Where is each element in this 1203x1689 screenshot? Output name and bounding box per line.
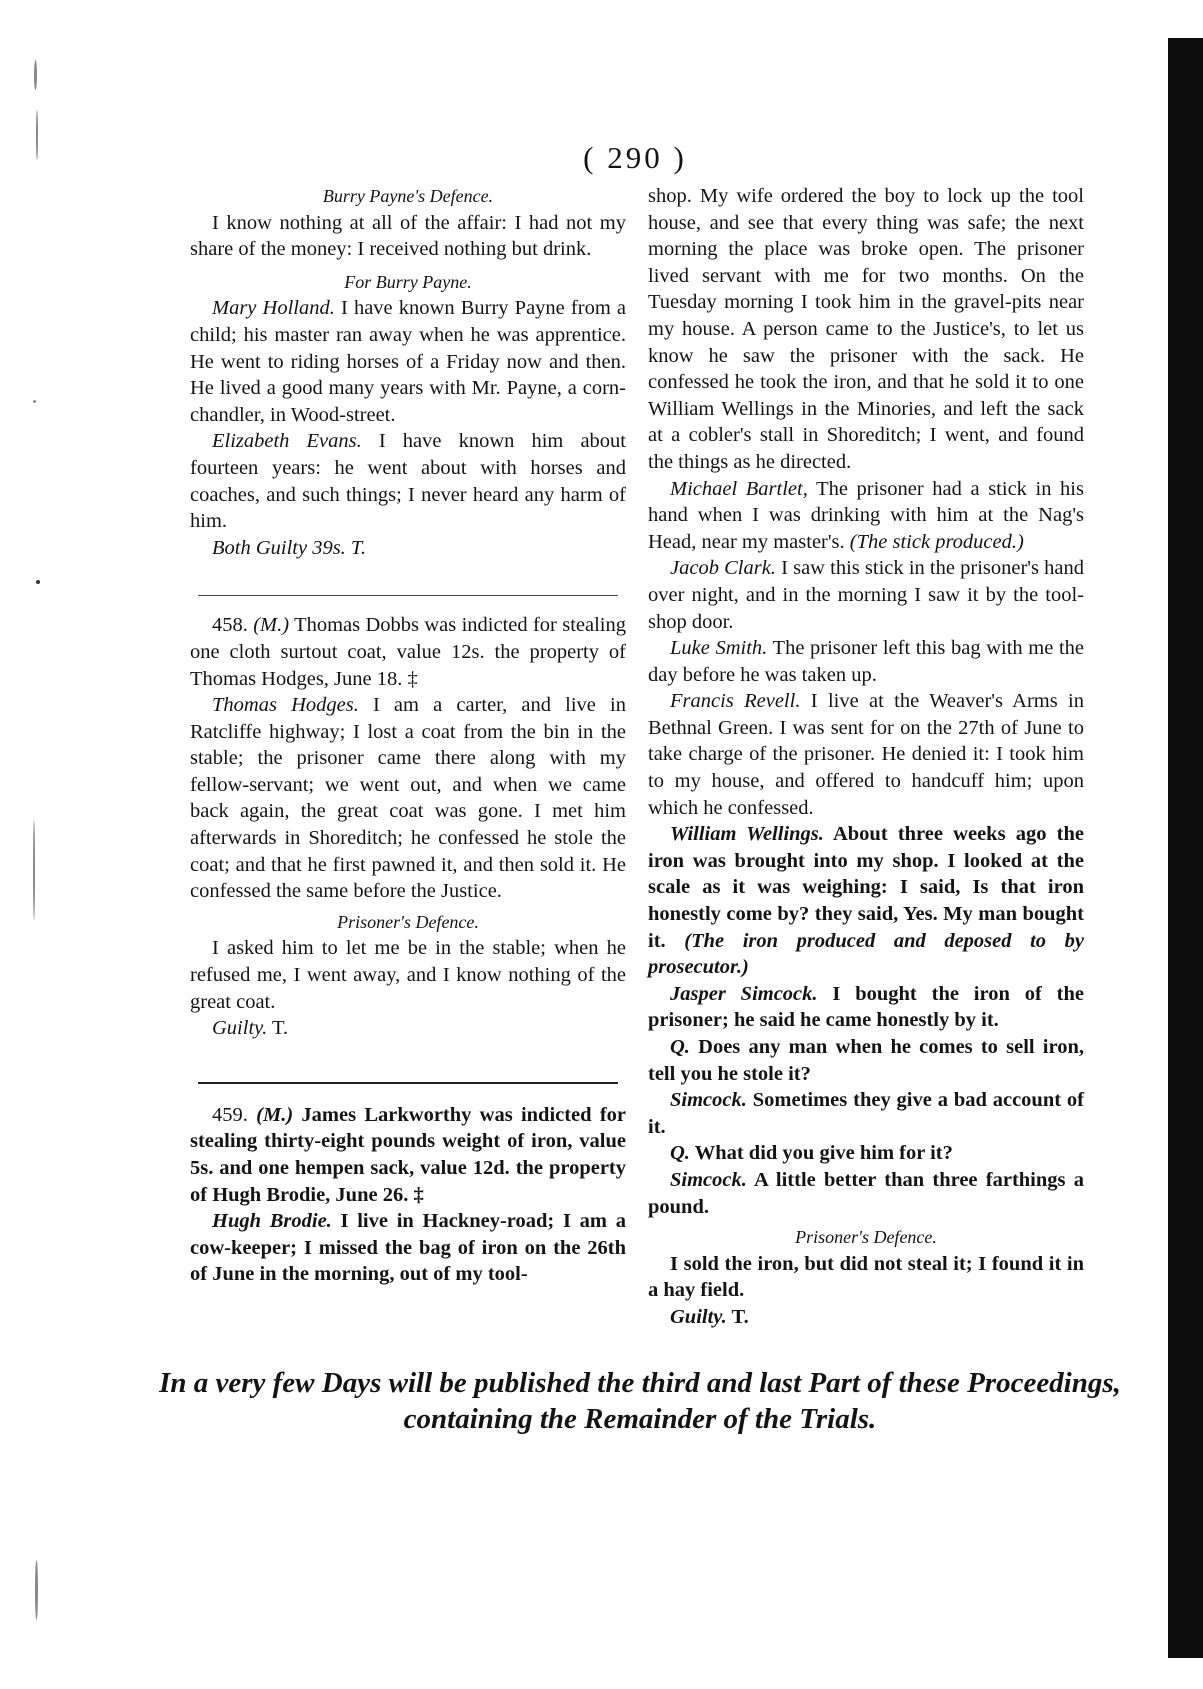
testimony-paragraph [190, 692, 626, 905]
defence-heading: Prisoner's Defence. [337, 911, 479, 932]
defence-text: I asked him to let me be in the stable; when he refused me, I went away, and I know nothing of the great coat. [190, 937, 626, 1013]
section-divider [198, 595, 618, 596]
court-mark: (M.) [253, 614, 290, 637]
answer: Simcock. Sometimes they give a bad account of it. [648, 1089, 1084, 1138]
speaker-name: Simcock. [670, 1089, 747, 1112]
case-entry-458 [190, 612, 626, 692]
notice-line: containing the Remainder of the Trials. [403, 1403, 877, 1435]
testimony-paragraph [648, 476, 1084, 556]
speaker-name: Hugh Brodie. [212, 1210, 332, 1233]
verdict: Guilty. T. [670, 1305, 749, 1328]
speaker-name: Thomas Hodges. [212, 694, 359, 717]
testimony-text: I saw this stick in the prisoner's hand over night, and in the morning I saw it by the tool-shop door. [648, 557, 1084, 633]
testimony-text: I have known him about fourteen years: he went about with horses and coaches, and such things; I never heard any harm of him. [190, 430, 626, 533]
right-column [648, 183, 1084, 1331]
defence-heading: Prisoner's Defence. [795, 1227, 937, 1248]
testimony-text: I live at the Weaver's Arms in Bethnal Green. I was sent for on the 27th of June to take charge of the prisoner. He denied it: I took him to my house, and offered to handcuff him; upon which he confessed. [648, 690, 1085, 819]
verdict: Guilty. T. [212, 1017, 289, 1040]
testimony-text: I am a carter, and live in Ratcliffe highway; I lost a coat from the bin in the stable; the prisoner came there along with my fellow-servant; we went out, and when we came back again, the great coat was gone. I met him afterwards in Shoreditch; he confessed he stole the coat; and that he first pawned it, and then sold it. He confessed the same before the Justice. [190, 694, 626, 903]
question: Q. Does any man when he comes to sell iron, tell you he stole it? [648, 1036, 1085, 1085]
page-number: ( 290 ) [583, 140, 687, 175]
defence-text: I sold the iron, but did not steal it; I found it in a hay field. [648, 1252, 1084, 1302]
stage-direction: (The iron produced and deposed to by prosecutor.) [648, 929, 1085, 979]
publication-notice [150, 1365, 1130, 1437]
speaker-name: Jacob Clark. [670, 557, 776, 580]
section-divider [198, 1082, 618, 1084]
testimony-text: I bought the iron of the prisoner; he said he came honestly by it. [648, 982, 1084, 1032]
speaker-name: Simcock. [670, 1168, 747, 1191]
court-mark: (M.) [256, 1103, 294, 1126]
testimony-text: The prisoner had a stick in his hand when I was drinking with him at the Nag's Head, near my master's. [648, 477, 1084, 553]
testimony-paragraph [648, 555, 1084, 635]
case-entry-459 [190, 1102, 626, 1208]
testimony-paragraph [648, 635, 1084, 688]
speaker-name: Luke Smith. [670, 637, 768, 660]
scan-edge-left [30, 20, 50, 1670]
testimony-paragraph [648, 688, 1084, 821]
testimony-paragraph [648, 981, 1084, 1034]
speaker-name: Michael Bartlet, [670, 477, 808, 500]
testimony-continuation: shop. My wife ordered the boy to lock up the tool house, and see that every thing was safe; the next morning the place was broke open. The prisoner lived servant with me for two months. On the Tuesday morning I took him in the gravel-pits near my house. A person came to the Justice's, to let us know he saw the prisoner with the sack. He confessed he took the iron, and that he sold it to one William Wellings in the Minories, and left the sack at a cobler's stall in Shoreditch; I went, and found the things as he directed. [648, 185, 1084, 473]
testimony-text: About three weeks ago the iron was brought into my shop. I looked at the scale as it was weighing: I said, Is that iron honestly come by? they said, Yes. My man bought it. [648, 823, 1084, 952]
stage-direction: (The stick produced.) [849, 530, 1024, 553]
testimony-text: I have known Burry Payne from a child; his master ran away when he was apprentice. He went to riding horses of a Friday now and then. He lived a good many years with Mr. Payne, a corn-chandler, in Wood-street. [190, 297, 626, 426]
speaker-name: Jasper Simcock. [670, 982, 818, 1005]
testimony-paragraph [190, 295, 626, 428]
testimony-paragraph [190, 1208, 626, 1288]
verdict: Both Guilty 39s. T. [212, 536, 366, 559]
testimony-paragraph [190, 428, 626, 534]
testimony-paragraph [648, 821, 1084, 981]
testimony-text: The prisoner left this bag with me the day before he was taken up. [648, 637, 1084, 686]
left-column [190, 183, 626, 1288]
question-mark: Q. [670, 1036, 690, 1058]
case-indictment: Thomas Dobbs was indicted for stealing one cloth surtout coat, value 12s. the property of Thomas Hodges, June 18. ‡ [190, 614, 626, 690]
question-mark: Q. [670, 1142, 690, 1165]
defence-heading: Burry Payne's Defence. [322, 186, 494, 206]
speaker-name: William Wellings. [670, 823, 824, 846]
speaker-name: Elizabeth Evans. [212, 430, 362, 453]
answer: Simcock. A little better than three farthings a pound. [648, 1168, 1084, 1218]
speaker-name: Francis Revell. [670, 690, 801, 713]
defence-text: I know nothing at all of the affair: I had not my share of the money: I received nothing but drink. [190, 211, 626, 261]
notice-line: In a very few Days will be published the third and last Part of these Proceedings, [159, 1367, 1121, 1399]
scan-edge-right [1168, 38, 1203, 1658]
speaker-name: Mary Holland. [212, 297, 335, 320]
case-number: 458. [212, 614, 248, 637]
witness-heading: For Burry Payne. [344, 271, 472, 292]
case-number: 459. [212, 1103, 248, 1126]
testimony-text: I live in Hackney-road; I am a cow-keeper; I missed the bag of iron on the 26th of June in the morning, out of my tool- [190, 1210, 626, 1286]
question: Q. What did you give him for it? [670, 1142, 953, 1165]
case-indictment: James Larkworthy was indicted for stealing thirty-eight pounds weight of iron, value 5s. and one hempen sack, value 12d. the property of Hugh Brodie, June 26. ‡ [190, 1103, 626, 1206]
